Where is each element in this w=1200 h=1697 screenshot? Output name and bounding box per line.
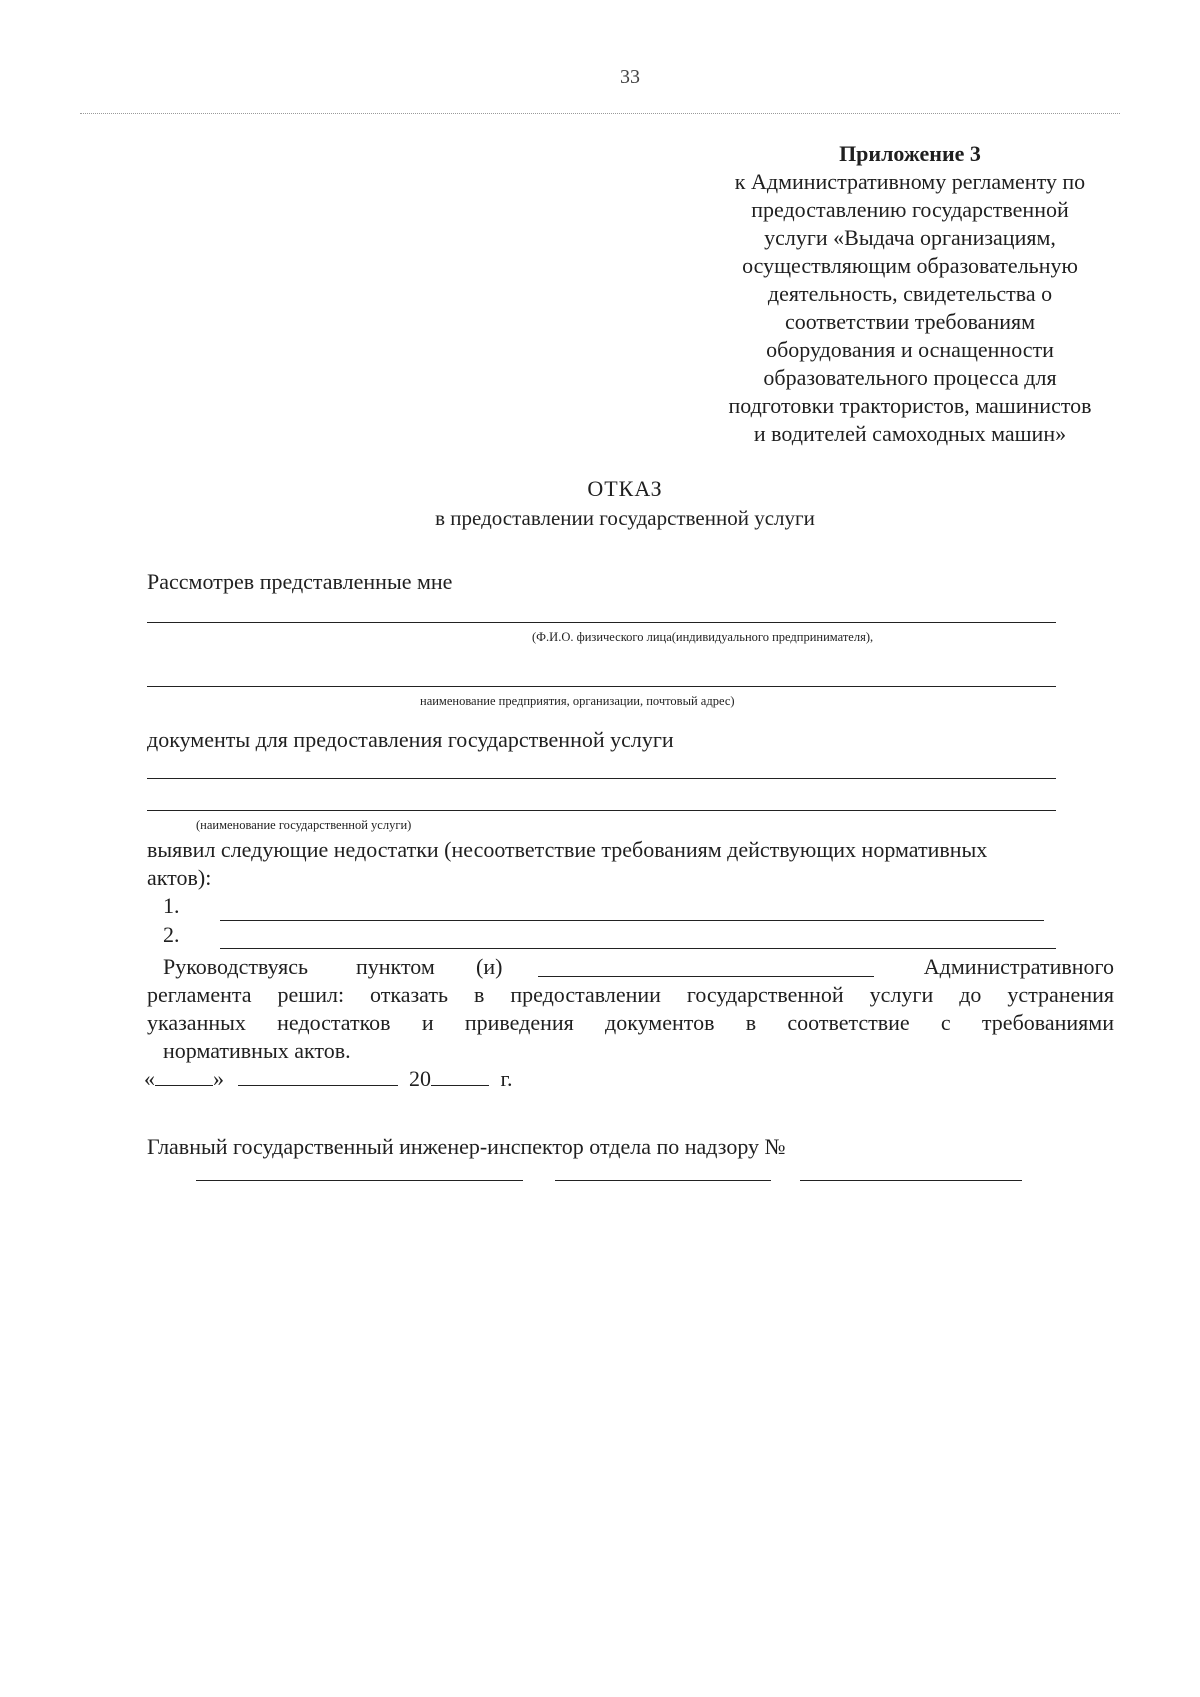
guided-line-3: указанных недостатков и приведения документов в соответствие с требованиями bbox=[147, 1010, 1114, 1035]
service-line-2[interactable] bbox=[147, 810, 1056, 811]
appendix-line: деятельность, свидетельства о bbox=[767, 281, 1053, 306]
year-suffix: г. bbox=[500, 1066, 513, 1091]
deficiencies-text-1: выявил следующие недостатки (несоответствие требованиям действующих нормативных bbox=[147, 837, 988, 862]
month-blank[interactable] bbox=[238, 1065, 398, 1086]
guided-word-2: пунктом bbox=[356, 954, 435, 979]
caption-service: (наименование государственной услуги) bbox=[196, 818, 412, 832]
clause-number-line[interactable] bbox=[538, 976, 874, 977]
service-line-1[interactable] bbox=[147, 778, 1056, 779]
intro-text: Рассмотрев представленные мне bbox=[147, 569, 453, 594]
organization-line[interactable] bbox=[147, 686, 1056, 687]
document-subtitle: в предоставлении государственной услуги bbox=[435, 506, 815, 530]
guided-line-2: регламента решил: отказать в предоставлении государственной услуги до устранения bbox=[147, 982, 1114, 1007]
appendix-block bbox=[700, 140, 1120, 448]
guided-word-1: Руководствуясь bbox=[163, 954, 308, 979]
person-name-line[interactable] bbox=[147, 622, 1056, 623]
caption-organization: наименование предприятия, организации, почтовый адрес) bbox=[420, 694, 735, 708]
signature-title: Главный государственный инженер-инспектор отдела по надзору № bbox=[147, 1134, 786, 1159]
item-number-1: 1. bbox=[163, 893, 180, 918]
appendix-line: к Административному регламенту по bbox=[734, 169, 1086, 194]
date-row bbox=[144, 1065, 513, 1093]
page-number: 33 bbox=[620, 66, 640, 88]
year-prefix: 20 bbox=[409, 1066, 431, 1091]
appendix-line: подготовки трактористов, машинистов bbox=[728, 393, 1092, 418]
appendix-line: и водителей самоходных машин» bbox=[753, 421, 1067, 446]
item-number-2: 2. bbox=[163, 922, 180, 947]
appendix-line: образовательного процесса для bbox=[763, 365, 1057, 390]
appendix-line: услуги «Выдача организациям, bbox=[764, 225, 1056, 250]
guided-word-3: (и) bbox=[476, 954, 503, 979]
appendix-line: осуществляющим образовательную bbox=[742, 253, 1078, 278]
appendix-line: соответствии требованиям bbox=[784, 309, 1036, 334]
guided-line-4: нормативных актов. bbox=[163, 1038, 351, 1063]
deficiency-line-1[interactable] bbox=[220, 920, 1044, 921]
appendix-line: предоставлению государственной bbox=[751, 197, 1069, 222]
signature-line-3[interactable] bbox=[800, 1180, 1022, 1181]
day-blank[interactable] bbox=[155, 1065, 213, 1086]
date-close-quote: » bbox=[213, 1066, 224, 1091]
header-divider bbox=[80, 113, 1120, 114]
appendix-title: Приложение 3 bbox=[839, 141, 981, 166]
documents-text: документы для предоставления государственной услуги bbox=[147, 727, 674, 752]
caption-person: (Ф.И.О. физического лица(индивидуального предпринимателя), bbox=[532, 630, 874, 644]
year-blank[interactable] bbox=[431, 1065, 489, 1086]
guided-word-4: Административного bbox=[923, 954, 1114, 979]
document-title: ОТКАЗ bbox=[587, 476, 663, 501]
deficiencies-text-2: актов): bbox=[147, 865, 212, 890]
deficiency-line-2[interactable] bbox=[220, 948, 1056, 949]
appendix-line: оборудования и оснащенности bbox=[766, 337, 1054, 362]
date-open-quote: « bbox=[144, 1066, 155, 1091]
signature-line-2[interactable] bbox=[555, 1180, 771, 1181]
signature-line-1[interactable] bbox=[196, 1180, 523, 1181]
